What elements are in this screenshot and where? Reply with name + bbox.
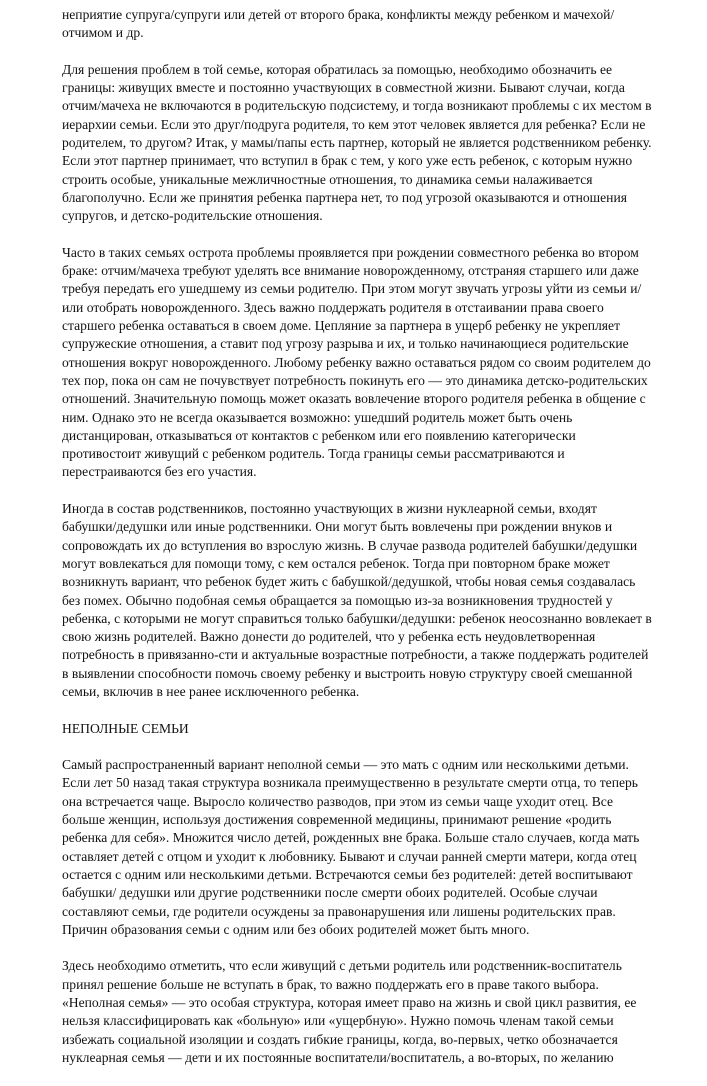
- paragraph-single-parent-variants: Самый распространенный вариант неполной семьи — это мать с одним или несколькими детьми. Если лет 50 назад такая структура возникала преимущественно в результате смерти отца, то теперь она встречается чаще. Выросло количество разводов, при этом из семьи чаще уходит отец. Все больше женщин, используя достижения современной медицины, принимают решение «родить ребенка для себя». Множится число детей, рожденных вне брака. Больше стало случаев, когда мать оставляет детей с отцом и уходит к любовнику. Бывают и случаи ранней смерти матери, когда отец остается с одним или несколькими детьми. Встречаются семьи без родителей: детей воспитывают бабушки/ дедушки или другие родственники после смерти обоих родителей. Особые случаи составляют семьи, где родители осуждены за правонарушения или лишены родительских прав. Причин образования семьи с одним или без обоих родителей может быть много.: [62, 757, 640, 937]
- paragraph-continuation: неприятие супруга/супруги или детей от второго брака, конфликты между ребенком и мачехой/отчимом и др.: [62, 7, 615, 41]
- paragraph-grandparents: Иногда в состав родственников, постоянно участвующих в жизни нуклеарной семьи, входят бабушки/дедушки или иные родственники. Они могут быть вовлечены при рождении внуков и сопровождать их до вступления во взрослую жизнь. В случае развода родителей бабушки/дедушки могут вовлекаться для помощи тому, с кем остался ребенок. Тогда при повторном браке может возникнуть вариант, что ребенок будет жить с бабушкой/дедушкой, чтобы новая семья создавалась без помех. Обычно подобная семья обращается за помощью из-за возникновения трудностей у ребенка, с которыми не могут справиться только бабушки/дедушки: ребенок неосознанно вовлекает в свою жизнь родителей. Важно донести до родителей, что у ребенка есть неудовлетворенная потребность в привязанно-сти и актуальные возрастные потребности, а также поддержать родителей в выявлении способности помочь своему ребенку и выстроить новую структуру своей смешанной семьи, включив в нее ранее исключенного ребенка.: [62, 501, 652, 699]
- paragraph-single-parent-support: Здесь необходимо отметить, что если живущий с детьми родитель или родственник-воспитатель принял решение больше не вступать в брак, то важно поддержать его в праве такого выбора. «Неполная семья» — это особая структура, которая имеет право на жизнь и свой цикл развития, ее нельзя классифицировать как «больную» или «ущербную». Нужно помочь членам такой семьи избежать социальной изоляции и создать гибкие границы, когда, во-первых, четко обозначается нуклеарная семья — дети и их постоянные воспитатели/воспитатель, а во-вторых, по желанию: [62, 958, 637, 1065]
- document-body: [62, 6, 652, 1086]
- paragraph-newborn-conflict: Часто в таких семьях острота проблемы проявляется при рождении совместного ребенка во втором браке: отчим/мачеха требуют уделять все внимание новорожденному, отстраняя старшего или даже требуя передать его ушедшему из семьи родителю. При этом могут звучать угрозы уйти из семьи и/или отобрать новорожденного. Здесь важно поддержать родителя в отстаивании права своего старшего ребенка оставаться в своем доме. Цепляние за партнера в ущерб ребенку не укрепляет супружеские отношения, а ставит под угрозу разрыва и их, и только начинающиеся родительские отношения вокруг новорожденного. Любому ребенку важно оставаться рядом со своим родителем до тех пор, пока он сам не почувствует потребность покинуть его — это динамика детско-родительских отношений. Значительную помощь может оказать вовлечение второго родителя ребенка в общение с ним. Однако это не всегда оказывается возможно: ушедший родитель может быть очень дистанцирован, отказываться от контактов с ребенком или его появлению категорически противостоит живущий с ребенком родитель. Тогда границы семьи рассматриваются и перестраиваются без его участия.: [62, 244, 651, 480]
- paragraph-family-boundaries: Для решения проблем в той семье, которая обратилась за помощью, необходимо обозначить ее границы: живущих вместе и постоянно участвующих в совместной жизни. Бывают случаи, когда отчим/мачеха не включаются в родительскую подсистему, и тогда возникают проблемы с их местом в иерархии семьи. Если это друг/подруга родителя, то кем этот человек является для ребенка? Если не родителем, то другом? Итак, у мамы/папы есть партнер, который не является родственником ребенку. Если этот партнер принимает, что вступил в брак с тем, у кого уже есть ребенок, с которым нужно строить особые, уникальные межличностные отношения, то динамика семьи налаживается благополучно. Если же принятия ребенка партнера нет, то под угрозой оказываются и отношения супругов, и детско-родительские отношения.: [62, 61, 652, 224]
- section-heading: НЕПОЛНЫЕ СЕМЬИ: [62, 720, 189, 736]
